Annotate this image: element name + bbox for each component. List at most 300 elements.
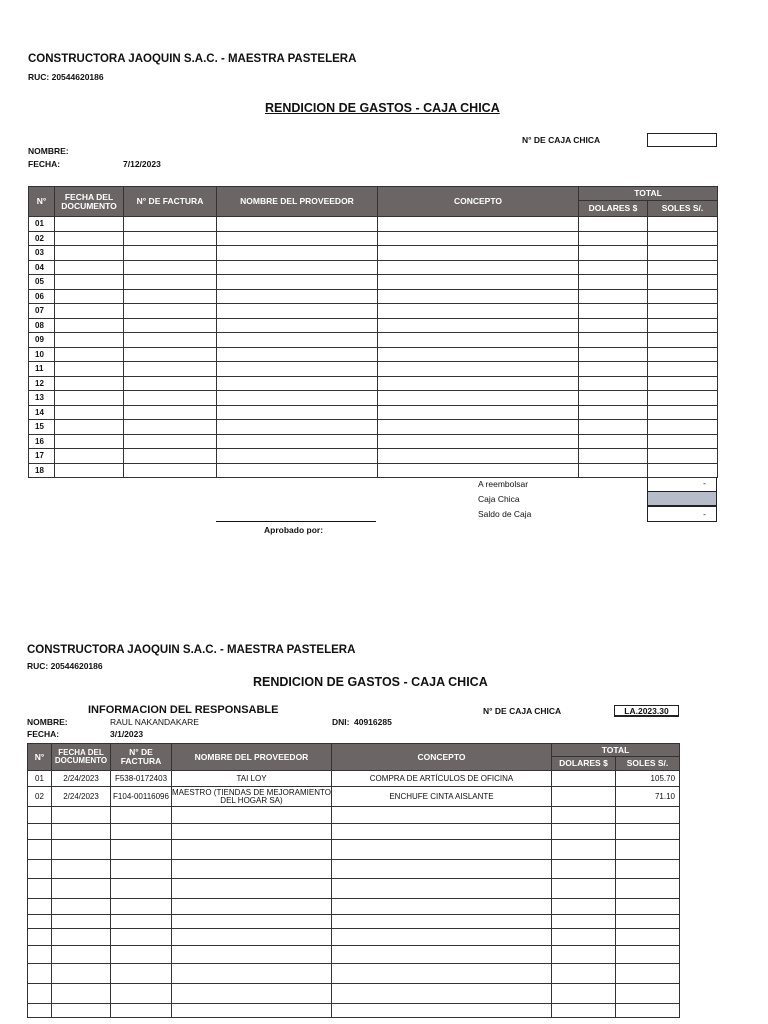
table-cell[interactable] [55,347,124,362]
table-cell[interactable] [124,420,217,435]
table-cell[interactable] [124,304,217,319]
table-cell[interactable] [217,246,378,261]
header-soles-2: SOLES S/. [616,757,680,771]
table-cell[interactable] [52,824,111,840]
table-cell[interactable] [52,860,111,879]
table-cell[interactable] [217,217,378,232]
table-cell[interactable] [111,899,172,915]
table-row [29,231,718,246]
table-cell[interactable] [648,260,718,275]
table-cell[interactable] [332,824,552,840]
table-cell[interactable] [616,899,680,915]
row-number: 17 [29,449,55,464]
table-cell[interactable] [55,405,124,420]
table-cell[interactable] [55,449,124,464]
caja-chica-field-2[interactable]: LA.2023.30 [614,705,679,717]
table-cell[interactable] [579,420,648,435]
table-cell[interactable] [616,879,680,899]
table-cell[interactable] [616,824,680,840]
row-number: 13 [29,391,55,406]
table-cell[interactable] [55,275,124,290]
table-row [28,946,680,964]
caja-chica-field[interactable] [647,133,717,147]
row-dolares [552,771,616,787]
table-cell[interactable] [332,984,552,1004]
ruc-number-2: RUC: 20544620186 [27,661,103,671]
table-cell[interactable] [579,275,648,290]
table-cell[interactable] [28,946,52,964]
row-proveedor: MAESTRO (TIENDAS DE MEJORAMIENTO DEL HOGAR SA) [172,787,331,805]
dni-value: 40916285 [354,717,392,727]
table-row [28,929,680,946]
header-concepto-2: CONCEPTO [332,744,552,771]
table-cell[interactable] [648,217,718,232]
table-cell[interactable] [28,899,52,915]
table-cell[interactable] [172,807,332,824]
table-row [29,376,718,391]
table-cell[interactable] [378,420,579,435]
fecha-value: 7/12/2023 [123,159,161,169]
table-row [29,362,718,377]
table-cell[interactable] [579,463,648,478]
header-proveedor-2: NOMBRE DEL PROVEEDOR [172,744,332,771]
table-row [28,984,680,1004]
table-row [29,405,718,420]
row-number: 15 [29,420,55,435]
table-cell[interactable] [616,915,680,929]
table-cell[interactable] [55,289,124,304]
table-cell[interactable] [217,304,378,319]
row-concepto: ENCHUFE CINTA AISLANTE [332,787,552,807]
table-row [28,824,680,840]
caja-chica-summary-field[interactable] [647,491,717,506]
table-cell[interactable] [579,318,648,333]
table-cell[interactable] [579,376,648,391]
table-cell[interactable] [124,434,217,449]
table-cell[interactable] [616,840,680,860]
table-cell[interactable] [111,964,172,984]
table-cell[interactable] [648,420,718,435]
table-cell[interactable] [55,333,124,348]
table-cell[interactable] [111,879,172,899]
row-concepto: COMPRA DE ARTÍCULOS DE OFICINA [332,771,552,787]
table-cell[interactable] [552,860,616,879]
table-cell[interactable] [616,860,680,879]
table-cell[interactable] [172,964,332,984]
table-cell[interactable] [217,275,378,290]
row-number: 02 [28,787,52,807]
table-cell[interactable] [217,318,378,333]
table-cell[interactable] [172,915,332,929]
header-dolares-2: DOLARES $ [552,757,616,771]
table-cell[interactable] [55,231,124,246]
table-row [28,860,680,879]
table-cell[interactable] [616,964,680,984]
table-cell[interactable] [55,463,124,478]
saldo-caja-value: - [647,506,717,522]
table-cell[interactable] [332,879,552,899]
table-row [29,449,718,464]
table-cell[interactable] [579,391,648,406]
header-factura: N° DE FACTURA [124,187,217,217]
table-cell[interactable] [217,449,378,464]
table-cell[interactable] [28,860,52,879]
table-row [28,899,680,915]
table-cell[interactable] [28,964,52,984]
row-factura: F538-0172403 [111,771,172,787]
table-cell[interactable] [124,362,217,377]
table-cell[interactable] [124,318,217,333]
table-cell[interactable] [648,246,718,261]
table-cell[interactable] [55,434,124,449]
header-factura-2: N° DE FACTURA [111,744,172,771]
table-row [28,807,680,824]
row-number: 10 [29,347,55,362]
table-row [29,347,718,362]
table-cell[interactable] [111,824,172,840]
table-row [29,318,718,333]
company-name-2: CONSTRUCTORA JAOQUIN S.A.C. - MAESTRA PASTELERA [27,644,356,656]
table-cell[interactable] [28,824,52,840]
table-cell[interactable] [579,449,648,464]
header-dolares: DOLARES $ [579,201,648,217]
table-row [29,275,718,290]
table-cell[interactable] [552,879,616,899]
table-cell[interactable] [124,376,217,391]
table-cell[interactable] [217,347,378,362]
table-cell[interactable] [552,807,616,824]
table-cell[interactable] [52,879,111,899]
table-cell[interactable] [579,231,648,246]
table-cell[interactable] [217,420,378,435]
table-cell[interactable] [332,915,552,929]
table-row [28,840,680,860]
table-cell[interactable] [124,391,217,406]
table-cell[interactable] [378,391,579,406]
aprobado-por-label: Aprobado por: [264,525,324,535]
table-cell[interactable] [217,289,378,304]
table-cell[interactable] [648,231,718,246]
table-cell[interactable] [378,463,579,478]
table-cell[interactable] [648,347,718,362]
table-row [29,289,718,304]
table-cell[interactable] [552,1004,616,1018]
table-cell[interactable] [378,246,579,261]
table-cell[interactable] [648,362,718,377]
table-cell[interactable] [552,929,616,946]
row-number: 16 [29,434,55,449]
table-cell[interactable] [172,840,332,860]
table-cell[interactable] [616,1004,680,1018]
nombre-label-2: NOMBRE: [27,717,68,727]
table-cell[interactable] [332,899,552,915]
table-cell[interactable] [124,289,217,304]
table-cell[interactable] [124,449,217,464]
header-n: N° [29,187,55,217]
table-cell[interactable] [648,275,718,290]
table-cell[interactable] [52,807,111,824]
table-cell[interactable] [172,899,332,915]
table-cell[interactable] [55,391,124,406]
header-total-2: TOTAL [552,744,680,757]
row-number: 11 [29,362,55,377]
table-cell[interactable] [124,333,217,348]
table-cell[interactable] [648,333,718,348]
table-cell[interactable] [124,463,217,478]
row-number: 18 [29,463,55,478]
row-number: 07 [29,304,55,319]
row-number: 05 [29,275,55,290]
table-row [28,787,680,807]
ruc-number: RUC: 20544620186 [28,72,104,82]
table-cell[interactable] [28,915,52,929]
table-cell[interactable] [28,807,52,824]
table-cell[interactable] [55,304,124,319]
table-cell[interactable] [579,260,648,275]
table-cell[interactable] [579,246,648,261]
header-fecha-documento-2: FECHA DEL DOCUMENTO [52,744,111,771]
header-total: TOTAL [579,187,718,201]
row-fecha: 2/24/2023 [52,771,111,787]
table-row [29,217,718,232]
document-title: RENDICION DE GASTOS - CAJA CHICA [265,101,500,115]
table-cell[interactable] [648,376,718,391]
table-cell[interactable] [648,463,718,478]
nombre-value-2: RAUL NAKANDAKARE [110,717,199,727]
row-dolares [552,787,616,807]
row-number: 06 [29,289,55,304]
table-cell[interactable] [332,840,552,860]
table-row [28,915,680,929]
table-cell[interactable] [28,929,52,946]
table-cell[interactable] [217,231,378,246]
table-cell[interactable] [579,304,648,319]
table-cell[interactable] [552,946,616,964]
table-cell[interactable] [111,946,172,964]
table-cell[interactable] [378,333,579,348]
table-cell[interactable] [52,984,111,1004]
row-number: 01 [29,217,55,232]
table-cell[interactable] [378,217,579,232]
table-cell[interactable] [111,840,172,860]
table-cell[interactable] [172,824,332,840]
table-cell[interactable] [172,929,332,946]
table-cell[interactable] [552,915,616,929]
row-soles: 105.70 [616,771,680,787]
table-cell[interactable] [648,304,718,319]
table-cell[interactable] [378,260,579,275]
table-cell[interactable] [172,860,332,879]
table-cell[interactable] [332,929,552,946]
table-cell[interactable] [124,260,217,275]
table-cell[interactable] [552,984,616,1004]
table-cell[interactable] [55,246,124,261]
nombre-label: NOMBRE: [28,146,69,156]
table-cell[interactable] [378,289,579,304]
expense-table-2 [27,743,680,1018]
table-cell[interactable] [378,304,579,319]
table-cell[interactable] [124,347,217,362]
row-number: 03 [29,246,55,261]
table-cell[interactable] [378,449,579,464]
table-cell[interactable] [552,964,616,984]
header-soles: SOLES S/. [648,201,718,217]
table-cell[interactable] [52,840,111,860]
table-cell[interactable] [648,289,718,304]
header-n-2: N° [28,744,52,771]
caja-chica-summary-label: Caja Chica [478,494,520,504]
table-cell[interactable] [648,449,718,464]
table-row [29,304,718,319]
table-cell[interactable] [172,946,332,964]
table-row [29,420,718,435]
table-cell[interactable] [332,807,552,824]
table-cell[interactable] [52,964,111,984]
table-cell[interactable] [111,929,172,946]
row-number: 09 [29,333,55,348]
table-row [28,771,680,787]
document-title-2: RENDICION DE GASTOS - CAJA CHICA [253,675,488,689]
row-soles: 71.10 [616,787,680,807]
row-number: 04 [29,260,55,275]
table-cell[interactable] [111,807,172,824]
table-cell[interactable] [552,824,616,840]
table-row [28,964,680,984]
table-cell[interactable] [217,362,378,377]
table-cell[interactable] [55,362,124,377]
table-cell[interactable] [55,217,124,232]
row-number: 02 [29,231,55,246]
table-cell[interactable] [579,362,648,377]
table-cell[interactable] [111,984,172,1004]
table-cell[interactable] [55,318,124,333]
table-cell[interactable] [579,405,648,420]
table-cell[interactable] [332,1004,552,1018]
table-cell[interactable] [111,860,172,879]
dni-label: DNI: [332,717,350,727]
a-reembolsar-value: - [647,477,717,492]
row-proveedor: TAI LOY [172,771,332,787]
row-number: 12 [29,376,55,391]
table-row [29,391,718,406]
table-cell[interactable] [648,318,718,333]
table-cell[interactable] [28,840,52,860]
table-cell[interactable] [378,275,579,290]
fecha-value-2: 3/1/2023 [110,729,144,739]
table-row [28,1004,680,1018]
row-number: 01 [28,771,52,787]
table-row [29,260,718,275]
table-cell[interactable] [55,420,124,435]
table-row [29,246,718,261]
table-cell[interactable] [55,376,124,391]
table-row [29,434,718,449]
table-cell[interactable] [332,946,552,964]
table-cell[interactable] [28,984,52,1004]
table-cell[interactable] [217,333,378,348]
table-cell[interactable] [579,333,648,348]
table-cell[interactable] [172,879,332,899]
table-cell[interactable] [648,405,718,420]
table-cell[interactable] [124,405,217,420]
row-fecha: 2/24/2023 [52,787,111,807]
header-fecha-documento: FECHA DEL DOCUMENTO [55,187,124,217]
table-cell[interactable] [52,899,111,915]
table-cell[interactable] [217,405,378,420]
fecha-label-2: FECHA: [27,729,60,739]
caja-chica-label-2: N° DE CAJA CHICA [483,706,562,716]
table-cell[interactable] [616,929,680,946]
a-reembolsar-label: A reembolsar [478,479,529,489]
table-cell[interactable] [648,391,718,406]
row-number: 14 [29,405,55,420]
table-cell[interactable] [172,1004,332,1018]
info-responsable-title: INFORMACION DEL RESPONSABLE [88,704,279,716]
table-cell[interactable] [616,984,680,1004]
table-cell[interactable] [217,376,378,391]
saldo-caja-label: Saldo de Caja [478,509,532,519]
table-cell[interactable] [217,391,378,406]
table-cell[interactable] [378,318,579,333]
table-cell[interactable] [124,275,217,290]
table-cell[interactable] [124,231,217,246]
table-cell[interactable] [378,434,579,449]
table-cell[interactable] [552,899,616,915]
row-factura: F104-00116096 [111,787,172,807]
table-cell[interactable] [332,860,552,879]
table-cell[interactable] [217,260,378,275]
table-cell[interactable] [52,929,111,946]
table-cell[interactable] [28,1004,52,1018]
table-cell[interactable] [378,347,579,362]
company-name: CONSTRUCTORA JAOQUIN S.A.C. - MAESTRA PASTELERA [28,53,357,65]
table-cell[interactable] [552,840,616,860]
table-cell[interactable] [648,434,718,449]
table-cell[interactable] [52,915,111,929]
table-cell[interactable] [55,260,124,275]
signature-line [216,521,376,522]
fecha-label: FECHA: [28,159,61,169]
table-cell[interactable] [172,984,332,1004]
expense-table [28,186,718,478]
table-cell[interactable] [217,434,378,449]
table-cell[interactable] [579,217,648,232]
table-cell[interactable] [378,231,579,246]
table-cell[interactable] [616,946,680,964]
table-cell[interactable] [616,807,680,824]
table-cell[interactable] [378,362,579,377]
table-cell[interactable] [579,434,648,449]
row-number: 08 [29,318,55,333]
caja-chica-label: N° DE CAJA CHICA [522,135,601,145]
table-cell[interactable] [111,1004,172,1018]
table-cell[interactable] [124,246,217,261]
table-row [29,463,718,478]
table-row [29,333,718,348]
table-cell[interactable] [217,463,378,478]
table-cell[interactable] [579,289,648,304]
table-cell[interactable] [579,347,648,362]
table-cell[interactable] [124,217,217,232]
table-cell[interactable] [378,405,579,420]
header-concepto: CONCEPTO [378,187,579,217]
table-cell[interactable] [52,946,111,964]
table-cell[interactable] [28,879,52,899]
table-cell[interactable] [111,915,172,929]
table-cell[interactable] [52,1004,111,1018]
table-cell[interactable] [378,376,579,391]
table-cell[interactable] [332,964,552,984]
